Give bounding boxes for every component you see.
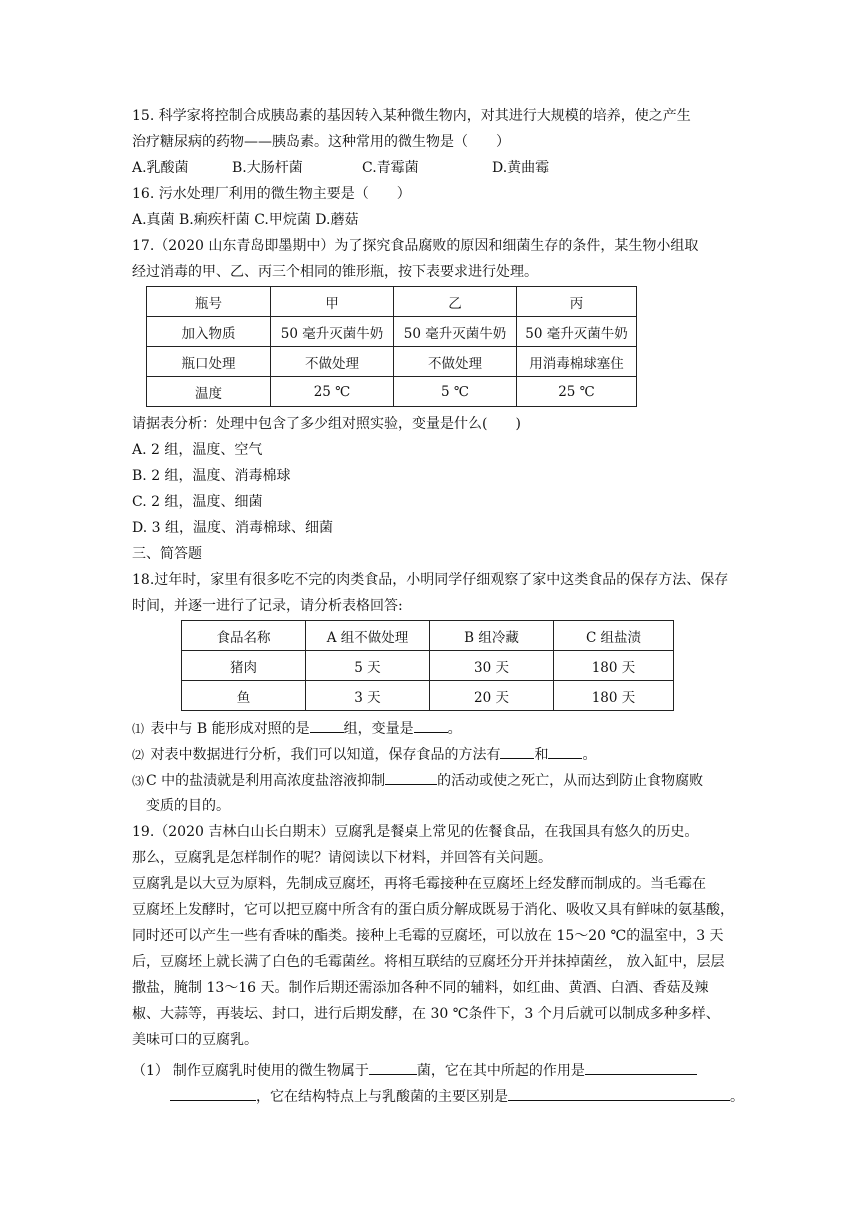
table-cell: C 组盐渍 [554, 621, 674, 651]
table-cell: 50 毫升灭菌牛奶 [394, 317, 517, 347]
table-cell: B 组冷藏 [430, 621, 554, 651]
q19-passage-line: 同时还可以产生一些有香味的酯类。接种上毛霉的豆腐坯，可以放在 15～20 ℃的温室中，3 天 [132, 928, 724, 944]
table-cell: 25 ℃ [271, 377, 394, 407]
q18-line-1: 18.过年时，家里有很多吃不完的肉类食品，小明同学仔细观察了家中这类食品的保存方法、保存 [132, 572, 729, 588]
q19-passage-line: 豆腐坯上发酵时，它可以把豆腐中所含有的蛋白质分解成既易于消化、吸收又具有鲜味的氨基酸， [132, 902, 734, 918]
table-cell: 加入物质 [147, 317, 271, 347]
table-cell: 食品名称 [182, 621, 306, 651]
q15-option-b: B.大肠杆菌 [232, 160, 303, 176]
text-segment: C 中的盐渍就是利用高浓度盐溶液抑制 [146, 773, 386, 789]
table-cell: 瓶口处理 [147, 347, 271, 377]
q19-line-1: 19.（2020 吉林白山长白期末）豆腐乳是餐桌上常见的佐餐食品，在我国具有悠久的历史。 [132, 824, 699, 840]
text-segment: 。 [730, 1089, 744, 1105]
table-cell: 3 天 [306, 681, 430, 711]
table-cell: 20 天 [430, 681, 554, 711]
answer-blank[interactable] [500, 744, 534, 759]
q15-line-1: 15. 科学家将控制合成胰岛素的基因转入某种微生物内，对其进行大规模的培养，使之产生 [132, 108, 691, 124]
table-cell: 5 天 [306, 651, 430, 681]
q19-passage-line: 撒盐，腌制 13～16 天。制作后期还需添加各种不同的辅料，如红曲、黄酒、白酒、香菇及辣 [132, 980, 709, 996]
q16-stem: 16. 污水处理厂利用的微生物主要是（ ） [132, 186, 411, 202]
table-cell: 50 毫升灭菌牛奶 [517, 317, 637, 347]
text-segment: 。 [447, 721, 462, 737]
answer-blank[interactable] [585, 1060, 697, 1075]
text-segment: ，它在结构特点上与乳酸菌的主要区别是 [256, 1089, 508, 1105]
table-cell: 25 ℃ [517, 377, 637, 407]
table-cell: 温度 [147, 377, 271, 407]
answer-blank[interactable] [369, 1060, 417, 1075]
text-segment: 菌，它在其中所起的作用是 [416, 1063, 585, 1079]
q17-table [146, 286, 637, 407]
table-cell: 鱼 [182, 681, 306, 711]
q19-sub-1-continued [170, 1086, 744, 1107]
text-segment: 。 [582, 747, 597, 763]
text-segment: 对表中数据进行分析，我们可以知道，保存食品的方法有 [150, 747, 501, 763]
q19-passage-line: 美味可口的豆腐乳。 [132, 1032, 258, 1048]
table-row [147, 317, 637, 347]
table-cell: 5 ℃ [394, 377, 517, 407]
q17-option-c: C. 2 组，温度、细菌 [132, 494, 263, 510]
q16-options: A.真菌 B.痢疾杆菌 C.甲烷菌 D.蘑菇 [132, 212, 359, 228]
q18-sub-3-mark: ⑶ [132, 774, 145, 788]
text-segment: 和 [534, 747, 549, 763]
q15-option-a: A.乳酸菌 [132, 160, 189, 176]
q19-line-2: 那么，豆腐乳是怎样制作的呢？请阅读以下材料，并回答有关问题。 [132, 850, 552, 866]
q15-line-2: 治疗糖尿病的药物——胰岛素。这种常用的微生物是（ ） [132, 134, 510, 150]
table-row [182, 681, 674, 711]
text-segment: 制作豆腐乳时使用的微生物属于 [172, 1063, 369, 1079]
table-row [182, 651, 674, 681]
q17-option-a: A. 2 组，温度、空气 [132, 442, 263, 458]
q15-option-d: D.黄曲霉 [492, 160, 550, 176]
q18-sub-2-mark: ⑵ [132, 748, 145, 762]
table-cell: 丙 [517, 287, 637, 317]
q19-passage-line: 豆腐乳是以大豆为原料，先制成豆腐坯，再将毛霉接种在豆腐坯上经发酵而制成的。当毛霉在 [132, 876, 706, 892]
q18-sub-2 [132, 744, 596, 765]
answer-blank[interactable] [508, 1086, 730, 1101]
table-row [147, 377, 637, 407]
table-cell: 不做处理 [394, 347, 517, 377]
table-row [147, 287, 637, 317]
table-cell: 不做处理 [271, 347, 394, 377]
answer-blank[interactable] [385, 770, 437, 785]
table-cell: 用消毒棉球塞住 [517, 347, 637, 377]
text-segment: 组，变量是 [343, 721, 414, 737]
q15-option-c: C.青霉菌 [362, 160, 419, 176]
answer-blank[interactable] [170, 1086, 256, 1101]
q17-option-b: B. 2 组，温度、消毒棉球 [132, 468, 291, 484]
q18-table [181, 620, 674, 711]
table-row [147, 347, 637, 377]
q18-sub-1 [132, 718, 462, 739]
q17-line-2: 经过消毒的甲、乙、丙三个相同的锥形瓶，按下表要求进行处理。 [132, 264, 538, 280]
q18-sub-3 [132, 770, 703, 791]
table-row [182, 621, 674, 651]
q18-line-2: 时间，并逐一进行了记录，请分析表格回答: [132, 598, 403, 614]
answer-blank[interactable] [310, 718, 344, 733]
table-cell: 乙 [394, 287, 517, 317]
table-cell: 甲 [271, 287, 394, 317]
q15-options [132, 158, 549, 178]
q17-line-1: 17.（2020 山东青岛即墨期中）为了探究食品腐败的原因和细菌生存的条件，某生物小组取 [132, 238, 699, 254]
text-segment: 的活动或使之死亡，从而达到防止食物腐败 [437, 773, 704, 789]
q19-sub-1 [132, 1060, 697, 1081]
table-cell: 180 天 [554, 651, 674, 681]
table-cell: 50 毫升灭菌牛奶 [271, 317, 394, 347]
table-cell: 猪肉 [182, 651, 306, 681]
q18-sub-3-continued: 变质的目的。 [146, 798, 230, 814]
q17-option-d: D. 3 组，温度、消毒棉球、细菌 [132, 520, 333, 536]
answer-blank[interactable] [414, 718, 448, 733]
q17-question: 请据表分析：处理中包含了多少组对照实验，变量是什么( ) [132, 416, 521, 432]
q19-passage-line: 椒、大蒜等，再装坛、封口，进行后期发酵，在 30 ℃条件下，3 个月后就可以制成多种多样、 [132, 1006, 720, 1022]
section-heading: 三、简答题 [132, 546, 202, 562]
table-cell: 瓶号 [147, 287, 271, 317]
text-segment: 表中与 B 能形成对照的是 [150, 721, 310, 737]
q19-sub-1-mark: （1） [132, 1063, 169, 1079]
table-cell: A 组不做处理 [306, 621, 430, 651]
q18-sub-1-mark: ⑴ [132, 722, 145, 736]
table-cell: 30 天 [430, 651, 554, 681]
answer-blank[interactable] [548, 744, 582, 759]
q19-passage-line: 后，豆腐坯上就长满了白色的毛霉菌丝。将相互联结的豆腐坯分开并抹掉菌丝， 放入缸中，层层 [132, 954, 725, 970]
table-cell: 180 天 [554, 681, 674, 711]
